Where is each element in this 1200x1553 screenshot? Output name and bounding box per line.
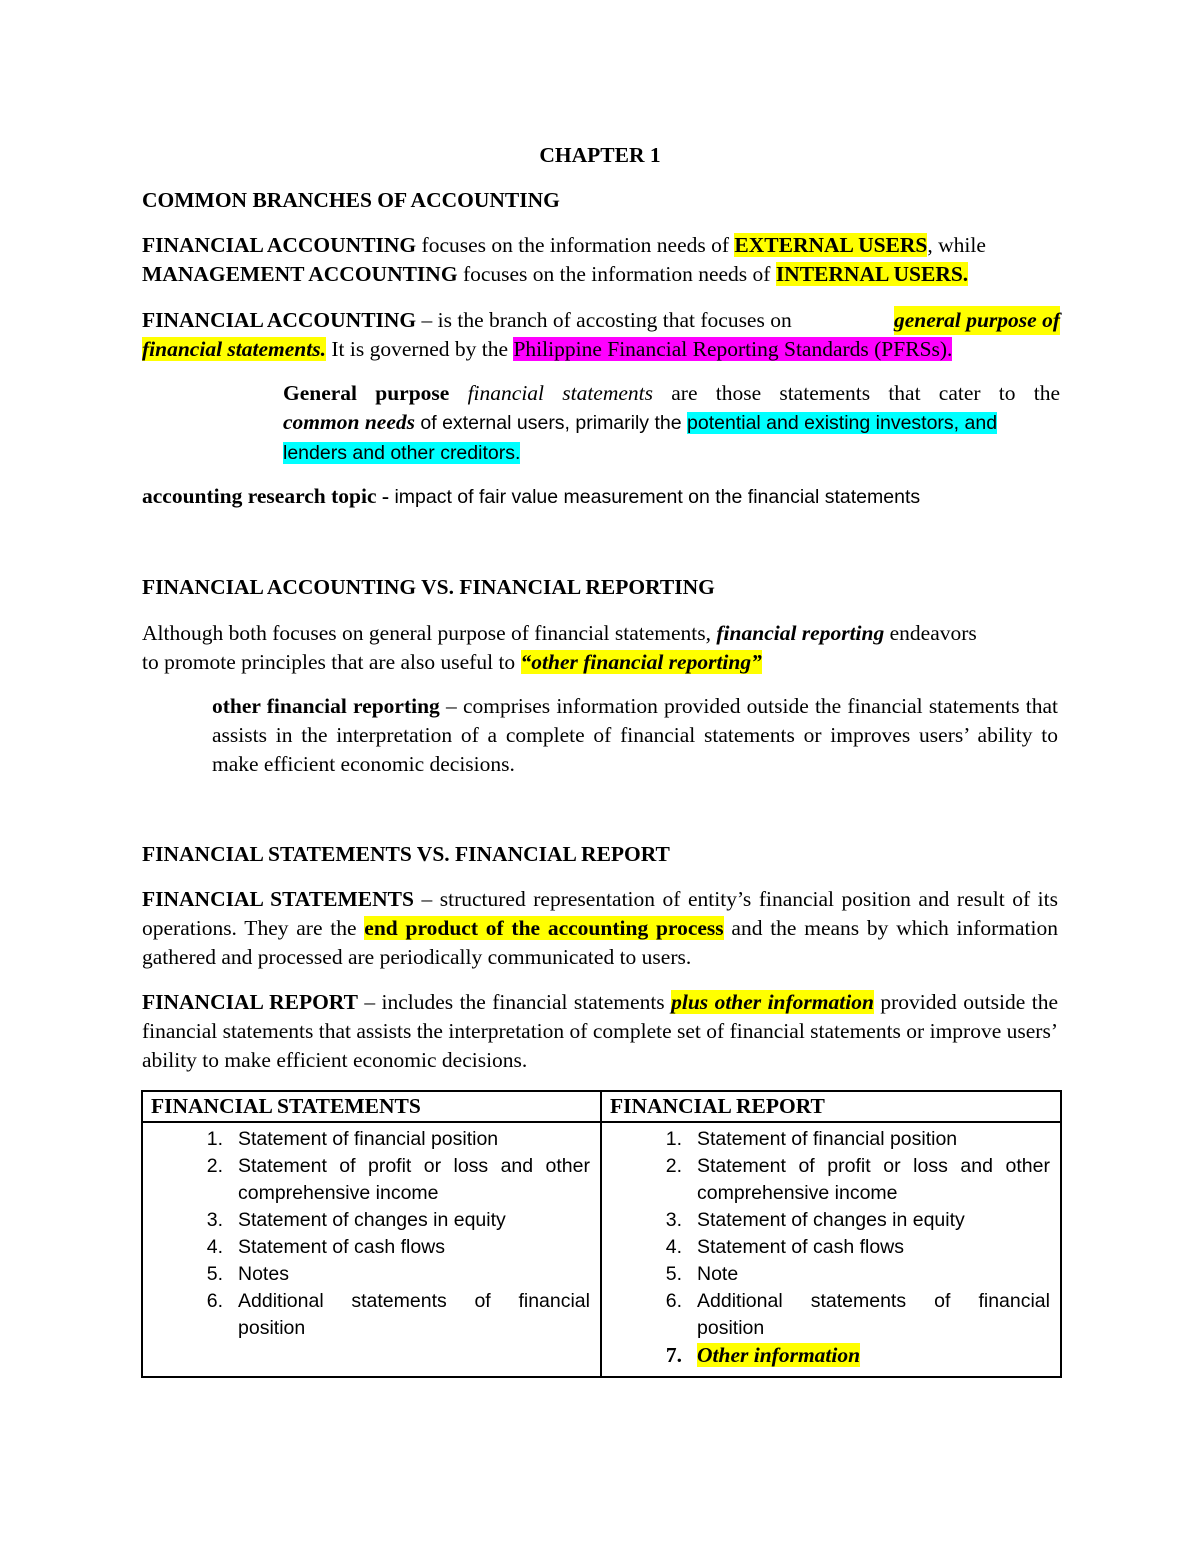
text: are those statements that cater to the [653,381,1061,405]
text: – comprises information provided outside the financial statements that assists in the interpretation of a complete of financial statements or improves users’ ability to make efficient economic decisions. [212,694,1059,776]
term-financial-report: FINANCIAL REPORT [142,990,358,1014]
list-item [143,1234,590,1261]
list-item [602,1261,1050,1288]
list-item-number: 3. [665,1209,682,1231]
highlight-investors: potential and existing investors, and [687,412,998,434]
list-item [143,1126,590,1153]
table-header-row [142,1091,1061,1122]
list-item-text: Statement of financial position [697,1128,958,1150]
heading-fs-vs-fr: FINANCIAL STATEMENTS VS. FINANCIAL REPORT [142,842,670,866]
text: financial statements. [142,337,326,361]
heading-fa-vs-fr: FINANCIAL ACCOUNTING VS. FINANCIAL REPORTING [142,575,715,599]
text: to promote principles that are also useful to [142,650,521,674]
text: of external users, primarily the [414,412,688,434]
research-text: impact of fair value measurement on the financial statements [389,486,921,508]
list-item-text: Notes [238,1263,289,1285]
branches-heading: COMMON BRANCHES OF ACCOUNTING [142,188,560,212]
text: Although both focuses on general purpose of financial statements, [142,621,717,645]
research-label: accounting research topic - [142,484,390,508]
paragraph-line [283,438,1060,468]
list-item-number: 5. [206,1263,223,1285]
text: – is the branch of accosting that focuses on [416,308,792,332]
list-item-text: Statement of profit or loss and other comprehensive income [697,1155,1050,1204]
list-item [143,1153,590,1207]
fr-list [602,1126,1060,1370]
text: – includes the financial statements [357,990,672,1014]
paragraph-fa-vs-ma [142,231,1062,289]
fs-list [143,1126,600,1342]
text: – structured representation of entity’s financial position and result of its operations. They are the [142,887,1058,940]
list-item [602,1234,1050,1261]
text: provided outside the financial statements that assists the interpretation of complete set of financial statements or improve users’ ability to make efficient economic decisions. [142,990,1058,1072]
list-item-text: Additional statements of financial position [238,1290,590,1339]
list-item-text: Note [697,1263,739,1285]
paragraph-fr-definition [142,988,1058,1075]
list-item [143,1288,590,1342]
list-item [602,1207,1050,1234]
term-financial-statements: FINANCIAL STATEMENTS [142,887,414,911]
text: “other financial reporting” [520,650,762,674]
text: focuses on the information needs of [457,262,776,286]
paragraph-fs-definition [142,885,1058,972]
header-financial-statements: FINANCIAL STATEMENTS [142,1091,601,1122]
text: Philippine Financial Reporting Standards (PFRSs). [513,337,953,361]
list-item [602,1288,1050,1342]
list-item-text: Statement of cash flows [697,1236,905,1258]
term-financial-reporting: financial reporting [716,621,885,645]
list-item-number: 3. [206,1209,223,1231]
paragraph-line [142,619,1062,648]
paragraph-line [142,306,1060,335]
paragraph-fa-definition [142,306,1060,364]
list-item-number: 1. [206,1128,223,1150]
term-general-purpose: General purpose [283,381,450,405]
line-start [142,306,792,335]
highlight-other-information: Other information [697,1343,861,1367]
research-topic [142,484,920,509]
comparison-table [141,1090,1062,1378]
text: endeavors [884,621,977,645]
highlight-lenders: lenders and other creditors. [283,442,521,464]
header-financial-report: FINANCIAL REPORT [601,1091,1061,1122]
highlight-end-product: end product of the accounting process [364,916,724,940]
text: plus other information [671,990,874,1014]
list-item-text: Additional statements of financial position [697,1290,1050,1339]
highlight-external-users: EXTERNAL USERS [734,233,928,257]
highlight-internal-users: INTERNAL USERS. [775,262,969,286]
list-item [143,1207,590,1234]
paragraph-line [142,231,1062,260]
term-common-needs: common needs [283,410,415,434]
list-item-number: 2. [206,1155,223,1177]
list-item-text [697,1342,1050,1370]
list-item [143,1261,590,1288]
term-other-financial-reporting: other financial reporting [212,694,440,718]
fr-list-cell [601,1122,1061,1377]
text: It is governed by the [325,337,514,361]
paragraph-fr [142,619,1062,677]
list-item-text: Statement of changes in equity [697,1209,965,1231]
list-item-number: 6. [665,1290,682,1312]
paragraph-line [142,648,1062,677]
list-item-number: 4. [665,1236,682,1258]
text: and the means by which information gathered and processed are periodically communicated to users. [142,916,1058,969]
term-financial-statements: financial statements [467,381,654,405]
fs-list-cell [142,1122,601,1377]
highlight-other-financial-reporting [521,650,762,674]
highlight-financial-statements [142,337,326,361]
paragraph-line [142,335,1060,364]
term-management-accounting: MANAGEMENT ACCOUNTING [142,262,458,286]
highlight-general-purpose [894,306,1060,335]
text: general purpose of [893,308,1060,332]
text: focuses on the information needs of [416,233,735,257]
list-item-number: 7. [665,1343,682,1367]
list-item-number: 1. [665,1128,682,1150]
list-item-text: Statement of cash flows [238,1236,446,1258]
list-item-number: 2. [665,1155,682,1177]
term-financial-accounting: FINANCIAL ACCOUNTING [142,308,417,332]
list-item [602,1153,1050,1207]
paragraph-general-purpose [283,379,1060,468]
term-financial-accounting: FINANCIAL ACCOUNTING [142,233,417,257]
text: , while [927,233,986,257]
list-item-number: 5. [665,1263,682,1285]
list-item-number: 4. [206,1236,223,1258]
highlight-plus-other-information [671,990,874,1014]
paragraph-line [283,379,1060,408]
highlight-pfrs [513,337,952,361]
paragraph-line [142,260,1062,289]
list-item [602,1342,1050,1370]
paragraph-other-fr [212,692,1058,779]
chapter-title: CHAPTER 1 [539,143,661,167]
list-item [602,1126,1050,1153]
table-row [142,1122,1061,1377]
paragraph-line [283,408,1060,438]
list-item-text: Statement of changes in equity [238,1209,506,1231]
list-item-number: 6. [206,1290,223,1312]
list-item-text: Statement of profit or loss and other comprehensive income [238,1155,590,1204]
list-item-text: Statement of financial position [238,1128,499,1150]
